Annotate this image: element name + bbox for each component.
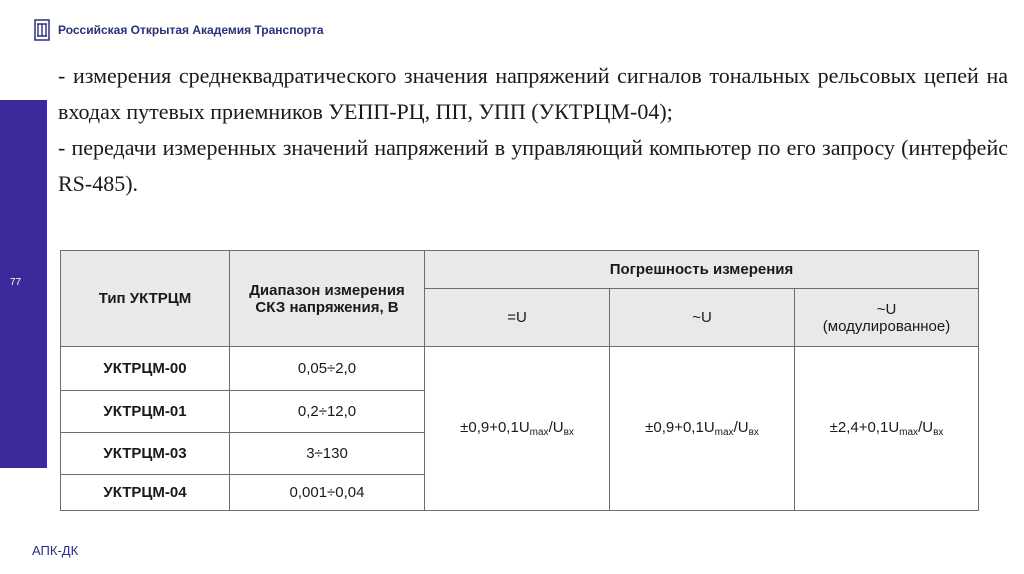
row-range: 0,05÷2,0 (230, 347, 425, 391)
row-range: 0,001÷0,04 (230, 475, 425, 511)
header-range: Диапазон измерения СКЗ напряжения, В (230, 251, 425, 347)
error-ac-modulated: $\pm 2,4+0,1U_{max}/U_{вх}$ (795, 347, 979, 511)
row-range: 0,2÷12,0 (230, 391, 425, 433)
header (34, 18, 324, 42)
row-type: УКТРЦМ-03 (61, 433, 230, 475)
institution-logo-icon (34, 19, 50, 41)
row-type: УКТРЦМ-04 (61, 475, 230, 511)
header-ac: ~U (610, 289, 795, 347)
header-title: Российская Открытая Академия Транспорта (58, 23, 324, 37)
body-paragraph: - измерения среднеквадратического значения напряжений сигналов тональных рельсовых цепей на входах путевых приемников УЕПП-РЦ, ПП, УПП (УКТРЦМ-04); (58, 63, 1008, 124)
spec-table (60, 250, 979, 511)
row-type: УКТРЦМ-01 (61, 391, 230, 433)
header-ac-modulated (795, 289, 979, 347)
error-ac: $\pm 0,9+0,1U_{max}/U_{вх}$ (610, 347, 795, 511)
side-accent-bar (0, 100, 47, 468)
header-ac-mod-line2: (модулированное) (822, 317, 951, 335)
header-ac-mod-line1: ~U (876, 300, 897, 318)
row-type: УКТРЦМ-00 (61, 347, 230, 391)
body-paragraph: - передачи измеренных значений напряжений в управляющий компьютер по его запросу (интерфейс RS-485). (58, 135, 1008, 196)
page-number: 77 (10, 277, 22, 288)
table-row (61, 347, 979, 391)
footer-label: АПК-ДК (32, 543, 79, 558)
error-dc: $\pm 0,9+0,1U_{max}/U_{вх}$ (425, 347, 610, 511)
header-type: Тип УКТРЦМ (61, 251, 230, 347)
header-error: Погрешность измерения (425, 251, 979, 289)
row-range: 3÷130 (230, 433, 425, 475)
header-dc: =U (425, 289, 610, 347)
body-text (58, 58, 1008, 202)
